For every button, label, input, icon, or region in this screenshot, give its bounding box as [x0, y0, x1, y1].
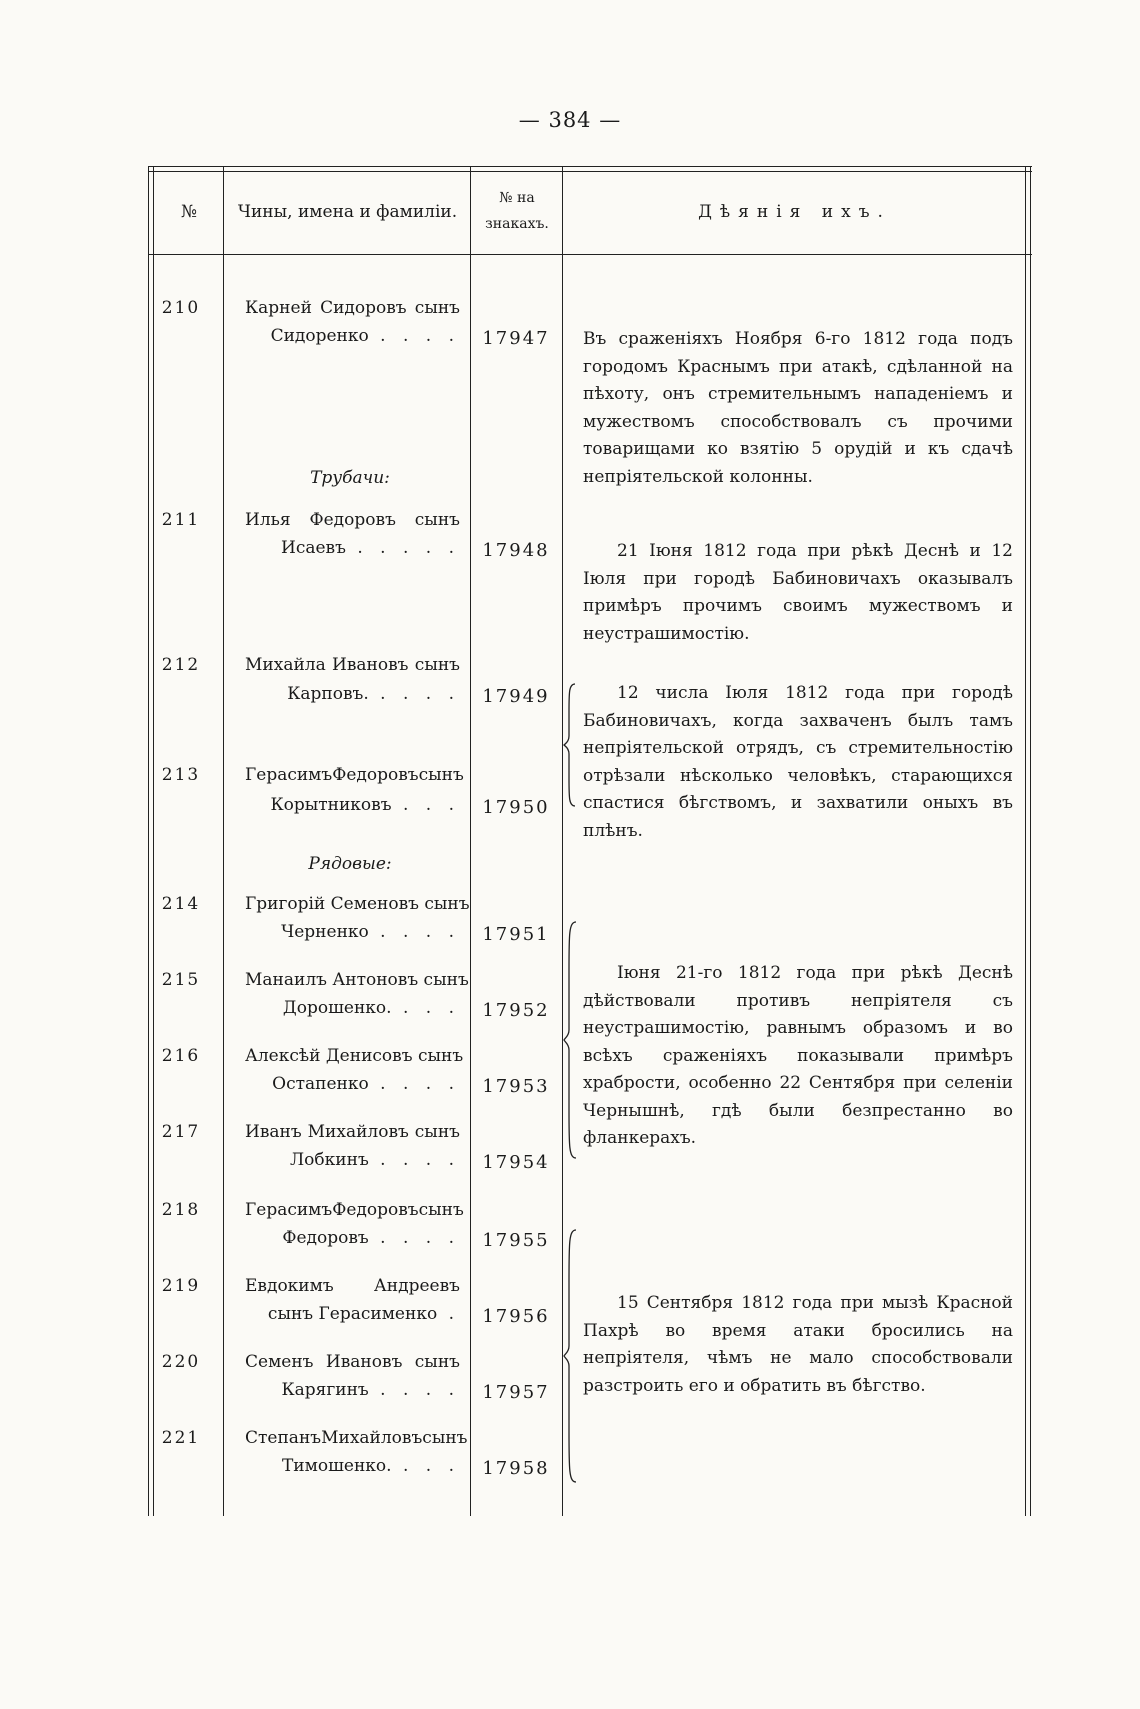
- row-number: 216: [161, 1046, 201, 1066]
- header-separator: [148, 254, 1032, 255]
- row-name-line2: Исаевъ . . . . .: [281, 538, 460, 558]
- section-privates: Рядовые:: [308, 854, 392, 874]
- row-number: 219: [161, 1276, 201, 1296]
- row-number: 210: [161, 298, 201, 318]
- row-badge-number: 17950: [482, 797, 550, 818]
- row-badge-number: 17952: [482, 1000, 550, 1021]
- header-number: №: [180, 202, 198, 222]
- row-number: 221: [161, 1428, 201, 1448]
- table-border-right: [1025, 166, 1026, 1516]
- row-name: Исаевъ: [281, 538, 346, 558]
- row-name-line1: ГерасимъФедоровъсынъ: [245, 765, 464, 785]
- row-badge-number: 17953: [482, 1076, 550, 1097]
- row-name-line2: Лобкинъ . . . .: [290, 1150, 460, 1170]
- row-name-line2: Сидоренко . . . .: [270, 326, 460, 346]
- row-name-line1: Евдокимъ Андреевъ: [245, 1276, 460, 1296]
- row-badge-number: 17958: [482, 1458, 550, 1479]
- row-name-line2: Карповъ. . . . .: [287, 684, 460, 704]
- deed-text: Іюня 21-го 1812 года при рѣкѣ Деснѣ дѣйствовали противъ непріятеля съ неустрашимостію, равнымъ образомъ и во всѣхъ сраженіяхъ показывали примѣръ храбрости, особенно 22 Сентября при селеніи Чернышнѣ, гдѣ были безпрестанно во фланкерахъ.: [583, 963, 1013, 1148]
- row-name-line1: Григорій Семеновъ сынъ: [245, 894, 470, 914]
- group-brace: [563, 682, 581, 808]
- row-name-line1: Иванъ Михайловъ сынъ: [245, 1122, 460, 1142]
- header-badge-number: [472, 185, 562, 237]
- row-name-line2: Корытниковъ . . .: [270, 795, 460, 815]
- header-badge-line2: знакахъ.: [485, 216, 549, 232]
- row-name-line1: Карней Сидоровъ сынъ: [245, 298, 460, 318]
- column-divider-1: [223, 166, 224, 1516]
- table-border-top-inner: [148, 171, 1032, 172]
- row-badge-number: 17955: [482, 1230, 550, 1251]
- row-name: Корытниковъ: [270, 795, 392, 815]
- row-badge-number: 17951: [482, 924, 550, 945]
- deed-text: Въ сраженіяхъ Ноября 6-го 1812 года подъ городомъ Краснымъ при атакѣ, сдѣланной на пѣхоту, онъ стремительнымъ нападеніемъ и мужествомъ способствовалъ съ прочими товарищами ко взятію 5 орудій и къ сдачѣ непріятельской колонны.: [583, 329, 1013, 487]
- page-number: — 384 —: [518, 108, 622, 132]
- group-brace: [563, 920, 581, 1160]
- row-name: Лобкинъ: [290, 1150, 369, 1170]
- row-number: 217: [161, 1122, 201, 1142]
- row-name: Карягинъ: [281, 1380, 369, 1400]
- row-name-line2: сынъ Герасименко .: [267, 1304, 460, 1324]
- row-badge-number: 17949: [482, 686, 550, 707]
- row-number: 211: [161, 510, 201, 530]
- row-name: Сидоренко: [270, 326, 369, 346]
- row-name: Дорошенко.: [282, 998, 392, 1018]
- header-badge-line1: № на: [499, 190, 535, 206]
- row-badge-number: 17954: [482, 1152, 550, 1173]
- row-name: Тимошенко.: [281, 1456, 392, 1476]
- row-name-line1: СтепанъМихайловъсынъ: [245, 1428, 468, 1448]
- row-name-line1: Илья Федоровъ сынъ: [245, 510, 460, 530]
- row-number: 213: [161, 765, 201, 785]
- table-border-right-inner: [1030, 166, 1031, 1516]
- deed-text: 21 Іюня 1812 года при рѣкѣ Деснѣ и 12 Іюля при городѣ Бабиновичахъ оказывалъ примѣръ прочимъ своимъ мужествомъ и неустрашимостію.: [583, 541, 1013, 644]
- header-deeds: Дѣянія ихъ.: [698, 202, 891, 222]
- table-border-left: [148, 166, 149, 1516]
- group-brace: [563, 1228, 581, 1484]
- row-name-line1: Манаилъ Антоновъ сынъ: [245, 970, 469, 990]
- section-trumpeters: Трубачи:: [310, 468, 390, 488]
- deed-text: 12 числа Іюля 1812 года при городѣ Бабиновичахъ, когда захваченъ былъ тамъ непріятельской отрядъ, съ стремительностію отрѣзали нѣсколько человѣкъ, старающихся спастися бѣгствомъ, и захватили оныхъ въ плѣнъ.: [583, 683, 1013, 841]
- row-name-line2: Карягинъ . . . .: [281, 1380, 460, 1400]
- table-border-top: [148, 166, 1032, 167]
- row-name-line1: Семенъ Ивановъ сынъ: [245, 1352, 460, 1372]
- header-names: Чины, имена и фамиліи.: [237, 202, 458, 222]
- row-badge-number: 17956: [482, 1306, 550, 1327]
- row-number: 212: [161, 655, 201, 675]
- row-badge-number: 17947: [482, 328, 550, 349]
- row-name-line2: Черненко . . . .: [281, 922, 460, 942]
- deed-text: 15 Сентября 1812 года при мызѣ Красной Пахрѣ во время атаки бросились на непріятеля, чѣмъ не мало способствовали разстроить его и обратить въ бѣгство.: [583, 1293, 1013, 1396]
- row-number: 214: [161, 894, 201, 914]
- table-border-left-inner: [153, 166, 154, 1516]
- row-number: 220: [161, 1352, 201, 1372]
- row-badge-number: 17948: [482, 540, 550, 561]
- row-name: Черненко: [281, 922, 369, 942]
- row-name: Федоровъ: [282, 1228, 369, 1248]
- row-name-line1: Михайла Ивановъ сынъ: [245, 655, 460, 675]
- row-name: сынъ Герасименко: [267, 1304, 438, 1324]
- row-name-line2: Тимошенко. . . .: [281, 1456, 460, 1476]
- row-name-line2: Остапенко . . . .: [272, 1074, 460, 1094]
- row-name-line1: Алексѣй Денисовъ сынъ: [245, 1046, 464, 1066]
- row-number: 218: [161, 1200, 201, 1220]
- row-badge-number: 17957: [482, 1382, 550, 1403]
- row-name-line2: Федоровъ . . . .: [282, 1228, 460, 1248]
- row-name: Остапенко: [272, 1074, 369, 1094]
- row-name: Карповъ.: [287, 684, 369, 704]
- row-name-line2: Дорошенко. . . .: [282, 998, 460, 1018]
- row-name-line1: ГерасимъФедоровъсынъ: [245, 1200, 464, 1220]
- row-number: 215: [161, 970, 201, 990]
